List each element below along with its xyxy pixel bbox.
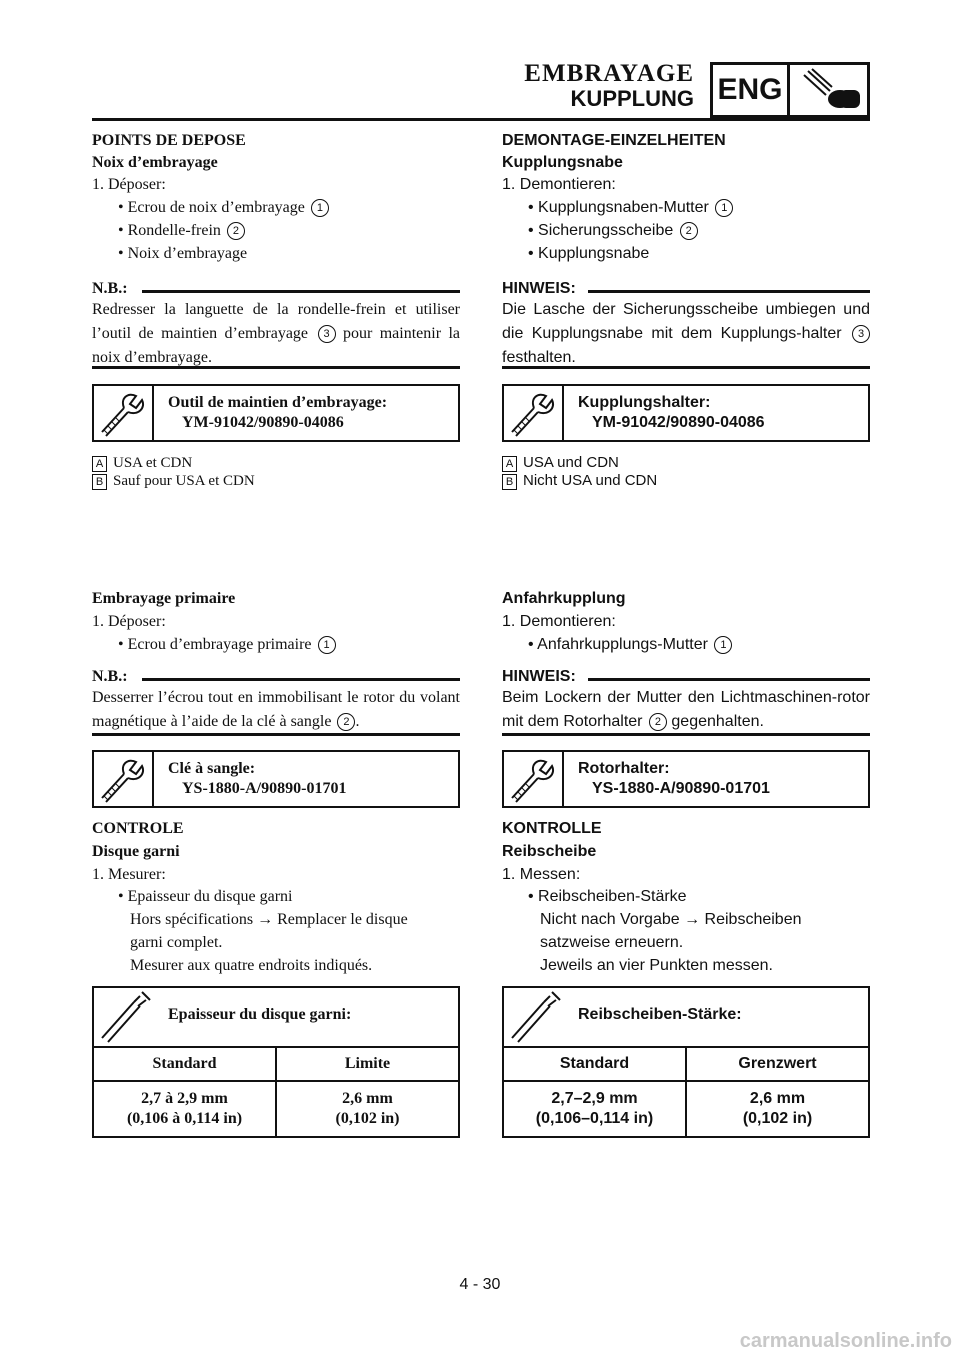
step-remove: 1. Demontieren: <box>502 176 616 193</box>
standard-value: 2,7 à 2,9 mm (0,106 à 0,114 in) <box>94 1082 277 1136</box>
list-item: • Reibscheiben-Stärke <box>528 888 687 905</box>
step-measure: 1. Messen: <box>502 866 581 883</box>
tool-name: Clé à sangle: <box>168 760 256 777</box>
spec-title: Reibscheiben-Stärke: <box>578 1006 742 1023</box>
note-header: HINWEIS: <box>502 668 870 688</box>
tool-name: Outil de maintien d’embrayage: <box>168 394 388 411</box>
eng-badge: ENG <box>710 62 790 118</box>
caliper-icon <box>504 988 562 1046</box>
subheading-friction-plate: Reibscheibe <box>502 843 597 860</box>
standard-value: 2,7–2,9 mm (0,106–0,114 in) <box>504 1082 687 1136</box>
page-number: 4 - 30 <box>459 1276 501 1293</box>
tool-code: YS-1880-A/90890-01701 <box>592 780 770 797</box>
list-item: • Rondelle-frein 2 <box>118 220 245 242</box>
col-standard: Standard <box>94 1048 277 1080</box>
spec-table <box>92 986 460 1138</box>
region-tag-a: A USA et CDN <box>92 452 192 474</box>
wrench-tool-icon <box>790 62 870 118</box>
instruction-text: Hors spécifications → Remplacer le disque <box>130 911 408 928</box>
subheading-clutch-boss: Kupplungsnabe <box>502 154 623 171</box>
tool-name: Rotorhalter: <box>578 760 670 777</box>
note-header: HINWEIS: <box>502 280 870 300</box>
note-header: N.B.: <box>92 280 460 300</box>
heading-inspection: KONTROLLE <box>502 820 602 837</box>
instruction-text: garni complet. <box>130 934 223 951</box>
special-tool-icon <box>504 752 564 806</box>
heading-removal: DEMONTAGE-EINZELHEITEN <box>502 132 726 149</box>
list-item: • Ecrou d’embrayage primaire 1 <box>118 634 336 656</box>
subheading-primary-clutch: Embrayage primaire <box>92 590 236 607</box>
header-rule <box>92 118 870 121</box>
region-tag-b: B Nicht USA und CDN <box>502 470 657 492</box>
note-end-rule <box>502 733 870 736</box>
list-item: • Epaisseur du disque garni <box>118 888 293 905</box>
note-text: Desserrer l’écrou tout en immobilisant le rotor du volant magnétique à l’aide de la clé à sangle 2 . <box>92 689 460 730</box>
tool-code: YM-91042/90890-04086 <box>182 414 344 431</box>
limit-value: 2,6 mm (0,102 in) <box>335 1090 400 1127</box>
section-title-fr: EMBRAYAGE <box>524 60 694 87</box>
special-tool-icon <box>504 386 564 440</box>
special-tool-box <box>92 750 460 808</box>
note-text: Redresser la languette de la rondelle-frein et utiliser l’outil de maintien d’embrayage 3 pour maintenir la noix d’embrayage. <box>92 301 461 366</box>
list-item: • Noix d’embrayage <box>118 245 248 262</box>
note-end-rule <box>502 366 870 369</box>
instruction-text: Jeweils an vier Punkten messen. <box>540 957 773 974</box>
heading-inspection: CONTROLE <box>92 820 184 837</box>
region-tag-a: A USA und CDN <box>502 452 619 474</box>
step-remove: 1. Déposer: <box>92 613 166 630</box>
special-tool-box <box>92 384 460 442</box>
list-item: • Ecrou de noix d’embrayage 1 <box>118 197 329 219</box>
special-tool-icon <box>94 386 154 440</box>
tool-code: YS-1880-A/90890-01701 <box>182 780 347 797</box>
col-limit: Limite <box>344 1055 391 1072</box>
instruction-text: satzweise erneuern. <box>540 934 684 951</box>
note-text: Beim Lockern der Mutter den Lichtmaschinen-rotor mit dem Rotorhalter 2 gegenhalten. <box>502 689 870 730</box>
subheading-primary-clutch: Anfahrkupplung <box>502 590 626 607</box>
special-tool-box <box>502 384 870 442</box>
col-standard: Standard <box>504 1048 687 1080</box>
heading-removal: POINTS DE DEPOSE <box>92 132 246 149</box>
special-tool-box <box>502 750 870 808</box>
subheading-clutch-boss: Noix d’embrayage <box>92 154 218 171</box>
caliper-icon <box>94 988 152 1046</box>
step-measure: 1. Mesurer: <box>92 866 166 883</box>
list-item: • Kupplungsnaben-Mutter 1 <box>528 197 733 219</box>
section-title-de: KUPPLUNG <box>570 86 694 111</box>
note-end-rule <box>92 733 460 736</box>
step-remove: 1. Déposer: <box>92 176 166 193</box>
list-item: • Sicherungsscheibe 2 <box>528 220 698 242</box>
limit-value: 2,6 mm (0,102 in) <box>742 1090 813 1127</box>
tool-name: Kupplungshalter: <box>578 394 711 411</box>
note-header: N.B.: <box>92 668 460 688</box>
instruction-text: Nicht nach Vorgabe → Reibscheiben <box>540 911 802 928</box>
col-limit: Grenzwert <box>738 1055 817 1072</box>
spec-table <box>502 986 870 1138</box>
region-tag-b: B Sauf pour USA et CDN <box>92 470 255 492</box>
watermark: carmanualsonline.info <box>739 1330 952 1352</box>
tool-code: YM-91042/90890-04086 <box>592 414 765 431</box>
special-tool-icon <box>94 752 154 806</box>
instruction-text: Mesurer aux quatre endroits indiqués. <box>130 957 373 974</box>
note-text: Die Lasche der Sicherungsscheibe umbiegen und die Kupplungsnabe mit dem Kupplungs-halter 3 festhalten. <box>502 301 870 366</box>
note-end-rule <box>92 366 460 369</box>
subheading-friction-plate: Disque garni <box>92 843 180 860</box>
list-item: • Anfahrkupplungs-Mutter 1 <box>528 634 732 656</box>
list-item: • Kupplungsnabe <box>528 245 650 262</box>
spec-title: Epaisseur du disque garni: <box>168 1006 352 1023</box>
step-remove: 1. Demontieren: <box>502 613 616 630</box>
